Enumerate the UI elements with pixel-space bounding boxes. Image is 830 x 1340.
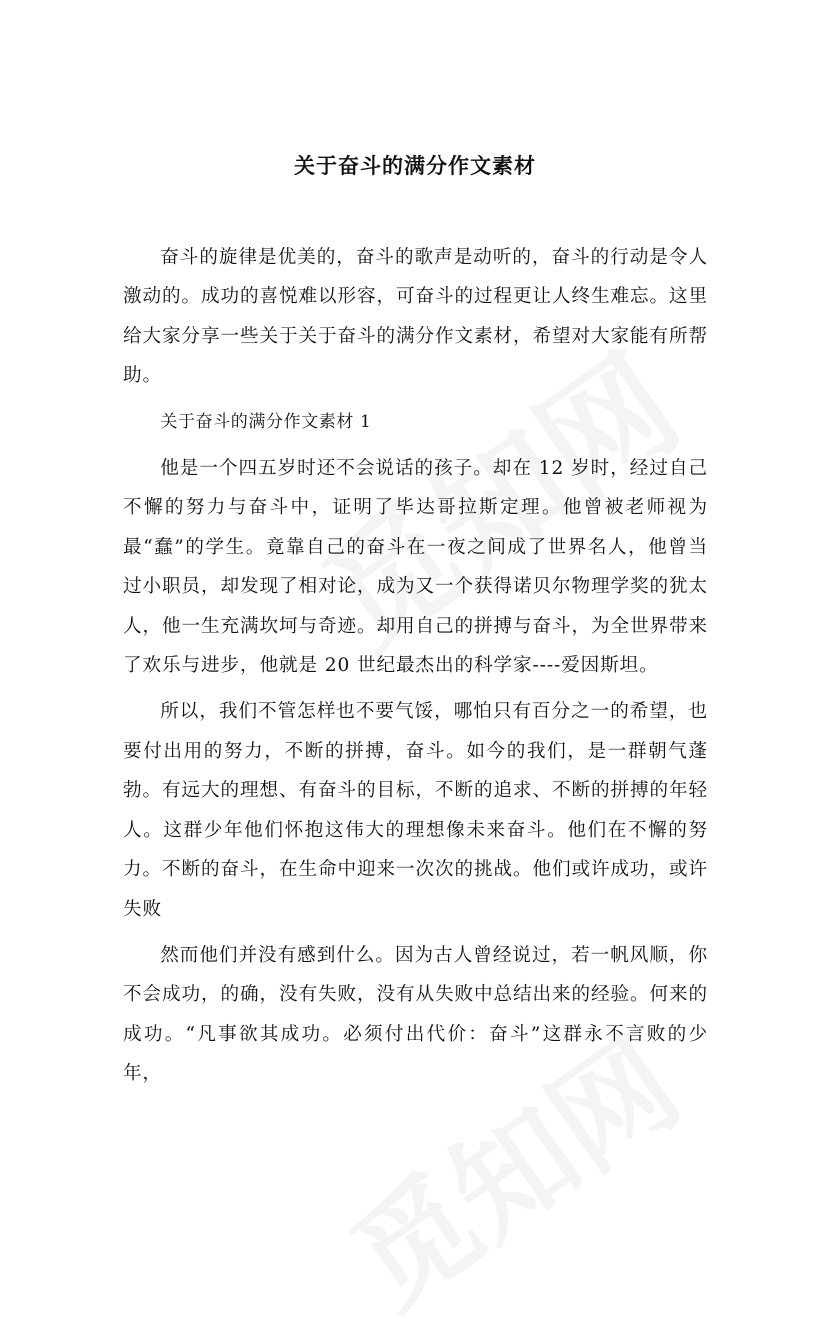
body-paragraph: 所以，我们不管怎样也不要气馁，哪怕只有百分之一的希望，也要付出用的努力，不断的拼搏，奋斗。如今的我们，是一群朝气蓬勃。有远大的理想、有奋斗的目标，不断的追求、不断的拼搏的年轻人。这群少年他们怀抱这伟大的理想像未来奋斗。他们在不懈的努力。不断的奋斗，在生命中迎来一次次的挑战。他们或许成功，或许失败: [123, 701, 708, 920]
intro-paragraph: 奋斗的旋律是优美的，奋斗的歌声是动听的，奋斗的行动是令人激动的。成功的喜悦难以形容，可奋斗的过程更让人终生难忘。这里给大家分享一些关于关于奋斗的满分作文素材，希望对大家能有所帮助。: [123, 247, 708, 387]
section-heading: 关于奋斗的满分作文素材 1: [160, 411, 372, 432]
body-paragraph: 然而他们并没有感到什么。因为古人曾经说过，若一帆风顺，你不会成功，的确，没有失败，没有从失败中总结出来的经验。何来的成功。“凡事欲其成功。必须付出代价：奋斗”这群永不言败的少年，: [123, 944, 708, 1085]
document-title: 关于奋斗的满分作文素材: [294, 153, 536, 178]
document-body: [123, 238, 708, 1101]
body-paragraph: 他是一个四五岁时还不会说话的孩子。却在 12 岁时，经过自己不懈的努力与奋斗中，证明了毕达哥拉斯定理。他曾被老师视为最“蠢”的学生。竟靠自己的奋斗在一夜之间成了世界名人，他曾当过小职员，却发现了相对论，成为又一个获得诺贝尔物理学奖的犹太人，他一生充满坎坷与奇迹。却用自己的拼搏与奋斗，为全世界带来了欢乐与进步，他就是 20 世纪最杰出的科学家----爱因斯坦。: [123, 458, 708, 677]
